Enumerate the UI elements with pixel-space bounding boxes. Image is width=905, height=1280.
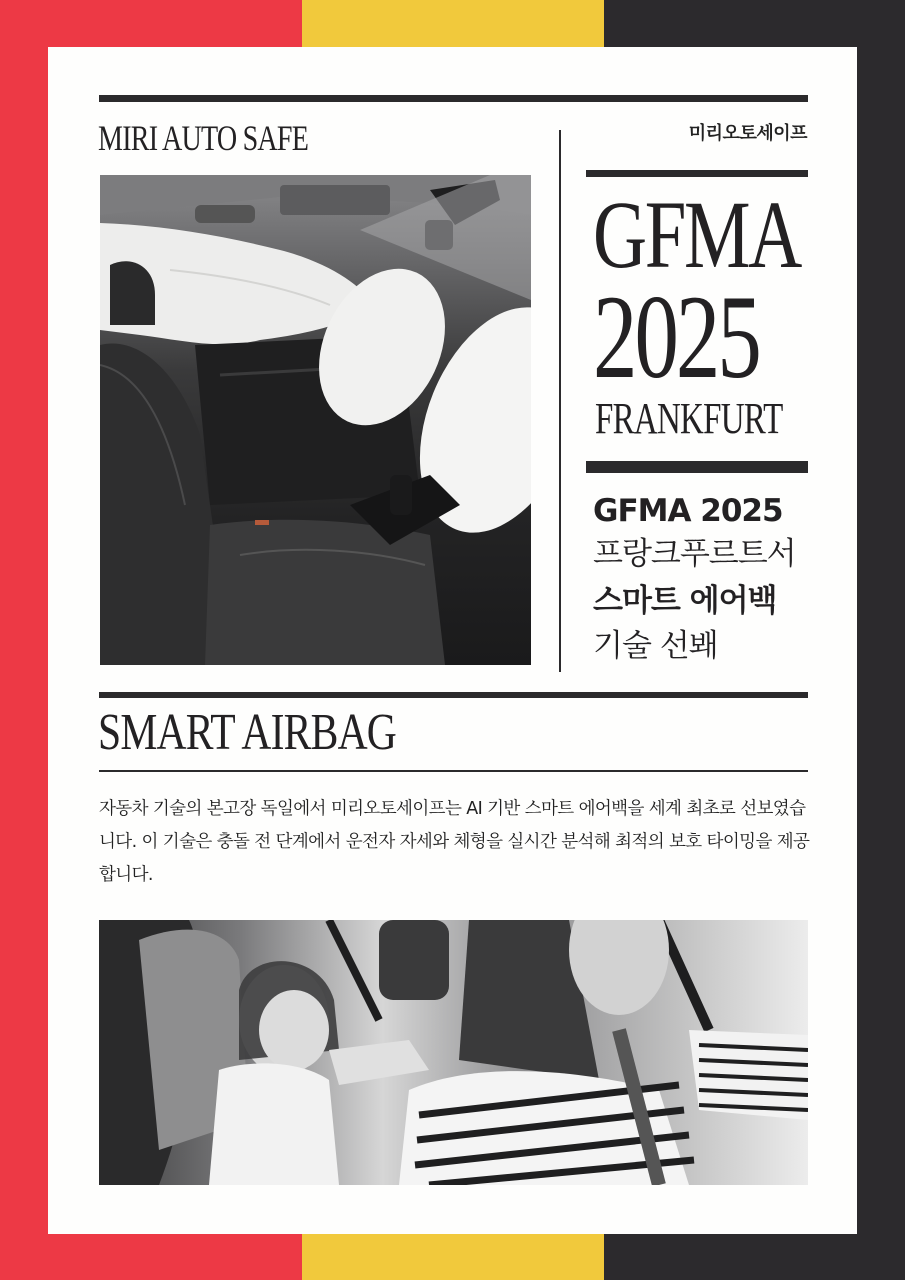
section-rule-top <box>99 692 808 698</box>
airbag-interior-photo <box>100 175 531 665</box>
headline-line-1: GFMA 2025 <box>593 493 783 529</box>
family-driving-photo <box>99 920 808 1185</box>
headline-line-3: 스마트 에어백 <box>593 583 777 619</box>
headline-line-4: 기술 선봬 <box>593 628 718 664</box>
column-divider <box>559 130 561 672</box>
brand-name-en: MIRI AUTO SAFE <box>98 118 309 158</box>
section-body-text: 자동차 기술의 본고장 독일에서 미리오토세이프는 AI 기반 스마트 에어백을 세계 최초로 선보였습니다. 이 기술은 충돌 전 단계에서 운전자 자세와 체형을 실시간 분석해 최적의 보호 타이밍을 제공합니다. <box>99 799 810 885</box>
top-rule <box>99 95 808 102</box>
family-scene-illustration <box>99 920 808 1185</box>
right-bottom-rule <box>586 461 808 473</box>
right-top-rule <box>586 170 808 177</box>
headline-line-2: 프랑크푸르트서 <box>593 536 796 572</box>
poster-card <box>48 47 857 1234</box>
event-year: 2025 <box>593 270 759 403</box>
event-name: GFMA <box>593 181 801 288</box>
section-title: SMART AIRBAG <box>98 704 397 761</box>
airbag-scene-illustration <box>100 175 531 665</box>
brand-name-kr: 미리오토세이프 <box>688 123 807 144</box>
event-city: FRANKFURT <box>595 394 783 443</box>
section-rule-under-title <box>99 770 808 772</box>
